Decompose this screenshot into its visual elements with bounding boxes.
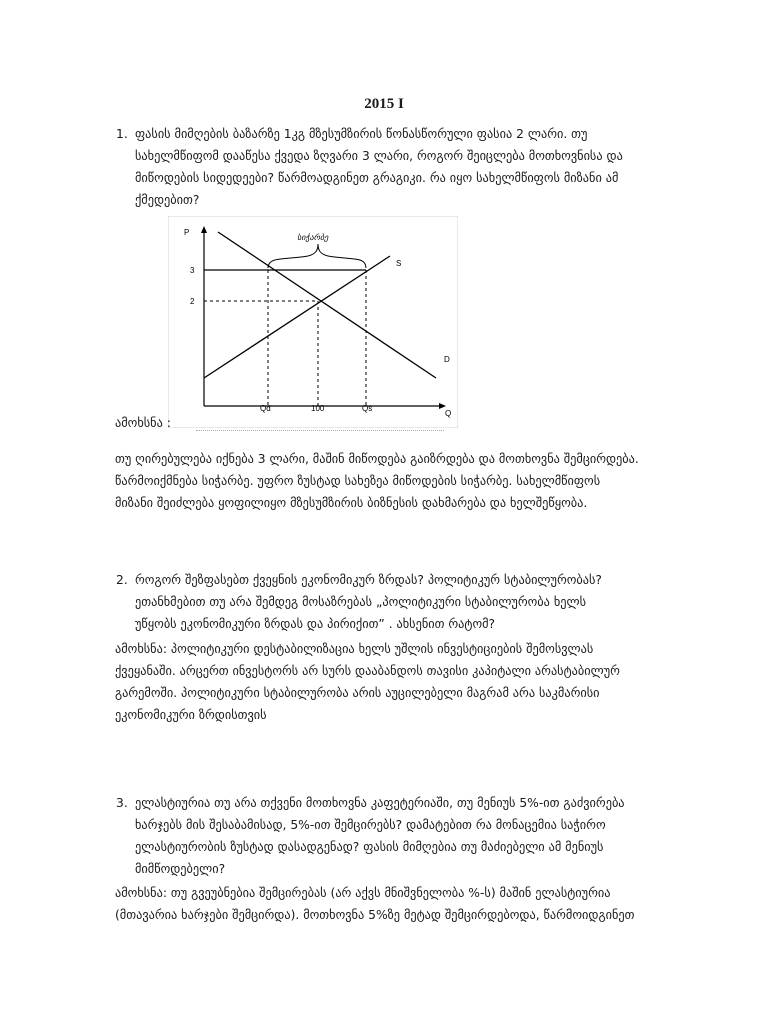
text-line: მიწოდების სიდედეები? წარმოადგინეთ გრაგიკი. რა იყო სახელმწიფოს მიზანი ამ xyxy=(135,171,619,185)
text-line: ეთანხმებით თუ არა შემდეგ მოსაზრებას „პოლიტიკური სტაბილურობა ხელს xyxy=(135,595,587,609)
y-axis-arrow xyxy=(201,226,207,233)
supply-demand-chart xyxy=(168,216,458,428)
surplus-label: სიჭარბე xyxy=(297,233,329,242)
text-line: (მთავარია ხარჯები შემცირდა). მოთხოვნა 5%ზე მეტად შემცირდებოდა, წარმოიდგინეთ xyxy=(115,908,635,922)
answer-underline xyxy=(196,430,444,432)
question-2 xyxy=(116,569,735,635)
y-axis-label: P xyxy=(184,228,190,237)
y-tick-label-3: 3 xyxy=(190,266,195,275)
question-1 xyxy=(116,123,735,211)
supply-line xyxy=(204,256,390,378)
supply-label: S xyxy=(396,259,402,268)
text-line: თუ ღირებულება იქნება 3 ლარი, მაშინ მიწოდება გაიზრდება და მოთხოვნა შემცირდება. xyxy=(115,452,639,466)
y-tick-label-2: 2 xyxy=(190,297,195,306)
text-line: ამოხსნა: თუ გვეუბნებია შემცირებას (არ აქვს მნიშვნელობა %-ს) მაშინ ელასტიურია xyxy=(115,886,611,900)
text-line: ქმედებით? xyxy=(135,193,200,207)
question-3 xyxy=(116,792,735,880)
question-number: 2. xyxy=(116,573,128,587)
text-line: ელასტიურობის ზუსტად დასადგენად? ფასის მიმღებია თუ მაძიებელი ამ მენიუს xyxy=(135,840,604,854)
text-line: ქვეყანაში. არცერთ ინვესტორს არ სურს დააბანდოს თავისი კაპიტალი არასტაბილურ xyxy=(115,664,620,678)
text-line: ეკონომიკური ზრდისთვის xyxy=(115,708,267,722)
demand-line xyxy=(218,232,436,378)
text-line: წარმოიქმნება სიჭარბე. უფრო ზუსტად სახეზეა მიწოდების სიჭარბე. სახელმწიფოს xyxy=(115,474,601,488)
text-line: ელასტიურია თუ არა თქვენი მოთხოვნა კაფეტერიაში, თუ მენიუს 5%-ით გაძვირება xyxy=(135,796,625,810)
x-axis-label: Q xyxy=(445,409,452,418)
text-line: ხარჯებს მის შესაბამისად, 5%-ით შემცირებს? დამატებით რა მონაცემია საჭირო xyxy=(135,818,606,832)
answer-3 xyxy=(115,882,735,926)
chart-frame xyxy=(168,216,458,428)
page-title: 2015 I xyxy=(364,96,404,112)
text-line: სახელმწიფომ დააწესა ქვედა ზღვარი 3 ლარი, როგორ შეიცლება მოთხოვნისა და xyxy=(135,149,623,163)
question-number: 1. xyxy=(116,127,128,141)
text-line: უწყობს ეკონომიკური ზრდას და პირიქით” . ახსენით რატომ? xyxy=(135,617,496,631)
x-tick-label-qs: Qs xyxy=(362,404,373,413)
demand-label: D xyxy=(444,355,450,364)
answer-label: ამოხსნა : xyxy=(115,416,171,430)
answer-2 xyxy=(115,638,735,726)
x-tick-label-qd: Qd xyxy=(260,404,271,413)
text-line: ამოხსნა: პოლიტიკური დესტაბილიზაცია ხელს უშლის ინვესტიციების შემოსვლას xyxy=(115,642,594,656)
text-line: გარემოში. პოლიტიკური სტაბილურობა არის აუცილებელი მაგრამ არა საკმარისი xyxy=(115,686,600,700)
answer-1 xyxy=(115,448,735,514)
surplus-brace xyxy=(268,244,366,268)
text-line: მიმწოდებელი? xyxy=(135,862,226,876)
text-line: ფასის მიმღების ბაზარზე 1კგ მზესუმზირის წონასწორული ფასია 2 ლარი. თუ xyxy=(135,127,588,141)
x-tick-label-100: 100 xyxy=(311,404,325,413)
question-number: 3. xyxy=(116,796,128,810)
text-line: მიზანი შეიძლება ყოფილიყო მზესუმზირის ბიზნესის დახმარება და ხელშეწყობა. xyxy=(115,496,588,510)
text-line: როგორ შეზფასებთ ქვეყნის ეკონომიკურ ზრდას? პოლიტიკურ სტაბილურობას? xyxy=(135,573,602,587)
